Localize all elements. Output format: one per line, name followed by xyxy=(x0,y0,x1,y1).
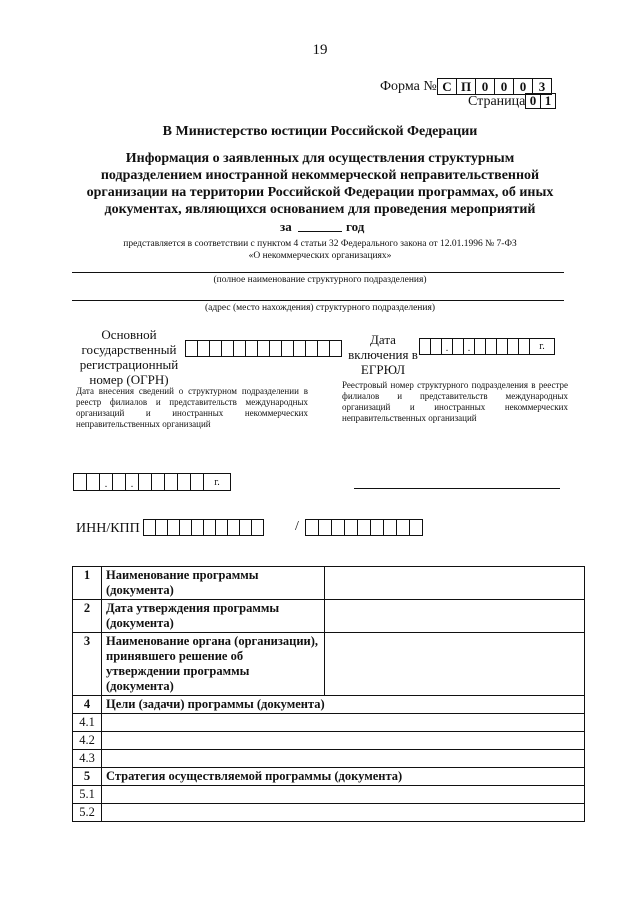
row-number: 1 xyxy=(73,567,102,600)
digit-box[interactable] xyxy=(396,519,410,536)
digit-box[interactable] xyxy=(344,519,358,536)
table-row xyxy=(73,714,585,732)
egrul-label: Дата включения в ЕГРЮЛ xyxy=(348,332,418,377)
digit-box[interactable] xyxy=(251,519,264,536)
recipient: В Министерство юстиции Российской Федерации xyxy=(162,124,478,139)
inn-separator: / xyxy=(295,519,299,534)
registry-number-field[interactable] xyxy=(354,488,560,489)
page-digit-cell: 0 xyxy=(525,93,541,109)
table-row xyxy=(73,768,585,786)
digit-box[interactable] xyxy=(409,519,423,536)
row-number: 4.1 xyxy=(73,714,102,732)
row-number: 4 xyxy=(73,696,102,714)
form-label: Форма № xyxy=(380,79,437,94)
year-field[interactable] xyxy=(298,231,342,232)
row-number: 4.2 xyxy=(73,732,102,750)
table-row xyxy=(73,732,585,750)
row-name: Стратегия осуществляемой программы (документа) xyxy=(102,768,585,786)
digit-box[interactable] xyxy=(73,473,87,491)
digit-box[interactable] xyxy=(164,473,178,491)
caption-registry-number: Реестровый номер структурного подразделения в реестре филиалов и представительств международных организаций и иностранных некоммерческих неправительственных организаций xyxy=(342,380,568,423)
digit-box[interactable]: г. xyxy=(203,473,231,491)
digit-box[interactable] xyxy=(305,519,319,536)
page-number: 19 xyxy=(312,42,328,58)
value-cell[interactable] xyxy=(102,804,585,822)
value-cell[interactable] xyxy=(102,732,585,750)
full-name-field[interactable] xyxy=(72,272,564,273)
value-cell[interactable] xyxy=(325,600,585,633)
row-name: Цели (задачи) программы (документа) xyxy=(102,696,585,714)
digit-box[interactable]: . xyxy=(463,338,475,355)
digit-box[interactable] xyxy=(151,473,165,491)
inn-boxes[interactable] xyxy=(144,519,264,536)
row-number: 5 xyxy=(73,768,102,786)
table-row xyxy=(73,750,585,768)
page-label: Страница xyxy=(468,94,526,109)
row-number: 2 xyxy=(73,600,102,633)
row-number: 5.2 xyxy=(73,804,102,822)
digit-box[interactable] xyxy=(383,519,397,536)
legal-basis-law: «О некоммерческих организациях» xyxy=(248,251,392,261)
digit-box[interactable]: . xyxy=(441,338,453,355)
digit-box[interactable] xyxy=(86,473,100,491)
form-code-cell: 3 xyxy=(532,78,552,95)
row-number: 4.3 xyxy=(73,750,102,768)
value-cell[interactable] xyxy=(102,750,585,768)
row-number: 5.1 xyxy=(73,786,102,804)
legal-basis: представляется в соответствии с пунктом 4 статьи 32 Федерального закона от 12.01.1996 № 7-ФЗ xyxy=(123,239,517,249)
table-row xyxy=(73,567,585,600)
digit-box[interactable] xyxy=(331,519,345,536)
value-cell[interactable] xyxy=(102,786,585,804)
table-row xyxy=(73,696,585,714)
row-name: Дата утверждения программы (документа) xyxy=(102,600,325,633)
page-digit-cells xyxy=(526,93,556,109)
year-suffix: год xyxy=(346,219,365,234)
caption-registry-date: Дата внесения сведений о структурном подразделении в реестр филиалов и представительств международных организаций и иностранных некоммерческих неправительственных организаций xyxy=(76,386,308,429)
digit-box[interactable]: г. xyxy=(529,338,555,355)
digit-box[interactable] xyxy=(318,519,332,536)
address-field[interactable] xyxy=(72,300,564,301)
ogrn-boxes[interactable] xyxy=(186,340,342,357)
programs-table xyxy=(72,566,585,822)
table-row xyxy=(73,804,585,822)
inn-label: ИНН/КПП xyxy=(76,521,140,536)
digit-box[interactable] xyxy=(177,473,191,491)
egrul-date-boxes[interactable] xyxy=(420,338,555,355)
value-cell[interactable] xyxy=(102,714,585,732)
value-cell[interactable] xyxy=(325,567,585,600)
page-digit-cell: 1 xyxy=(540,93,556,109)
digit-box[interactable] xyxy=(329,340,342,357)
digit-box[interactable] xyxy=(370,519,384,536)
table-row xyxy=(73,786,585,804)
table-row xyxy=(73,600,585,633)
value-cell[interactable] xyxy=(325,633,585,696)
row-name: Наименование органа (организации), принявшего решение об утверждении программы (документа) xyxy=(102,633,325,696)
document-title: Информация о заявленных для осуществления структурным подразделением иностранной некоммерческой неправительственной организации на территории Российской Федерации программах, об иных документах, являющихся основанием для проведения мероприятий xyxy=(86,151,554,217)
form-code-cell: П xyxy=(456,78,476,95)
table-row xyxy=(73,633,585,696)
digit-box[interactable]: . xyxy=(99,473,113,491)
caption-address: (адрес (место нахождения) структурного подразделения) xyxy=(204,303,436,313)
form-code-cell: 0 xyxy=(475,78,495,95)
digit-box[interactable] xyxy=(357,519,371,536)
form-code-cell: 0 xyxy=(494,78,514,95)
registry-date-boxes[interactable] xyxy=(74,473,231,491)
digit-box[interactable] xyxy=(112,473,126,491)
digit-box[interactable] xyxy=(138,473,152,491)
digit-box[interactable]: . xyxy=(125,473,139,491)
form-code-cell: 0 xyxy=(513,78,533,95)
year-prefix: за xyxy=(280,219,292,234)
kpp-boxes[interactable] xyxy=(306,519,423,536)
ogrn-label: Основной государственный регистрационный номер (ОГРН) xyxy=(79,327,179,387)
caption-full-name: (полное наименование структурного подразделения) xyxy=(213,275,427,285)
row-number: 3 xyxy=(73,633,102,696)
digit-box[interactable] xyxy=(190,473,204,491)
form-code-cell: С xyxy=(437,78,457,95)
row-name: Наименование программы (документа) xyxy=(102,567,325,600)
